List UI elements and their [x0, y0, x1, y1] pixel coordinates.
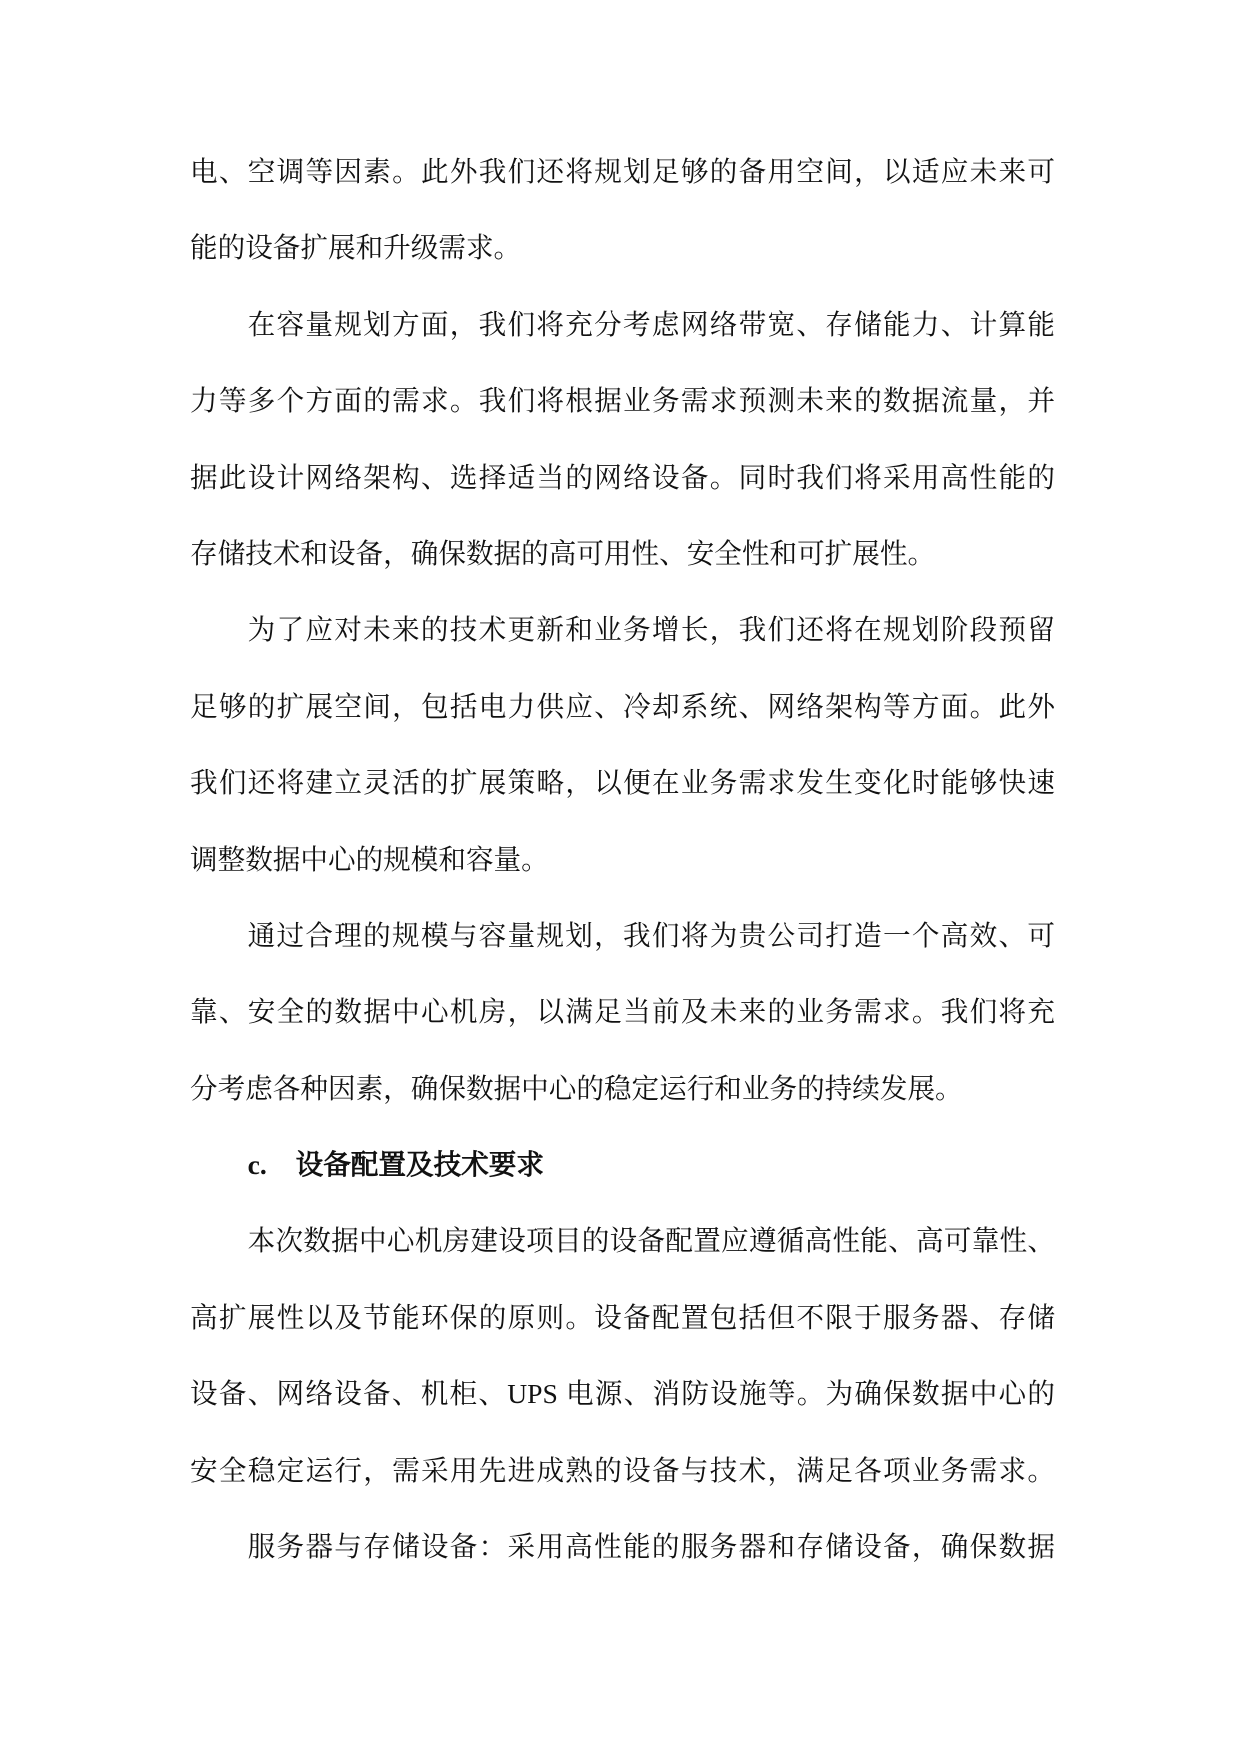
text-line: 服务器与存储设备：采用高性能的服务器和存储设备，确保数据 [247, 1531, 1055, 1563]
paragraph [190, 287, 1055, 593]
section-marker: c. [247, 1149, 267, 1181]
text-line: 高扩展性以及节能环保的原则。设备配置包括但不限于服务器、存储 [190, 1301, 1055, 1333]
text-line: 在容量规划方面，我们将充分考虑网络带宽、存储能力、计算能 [247, 308, 1055, 340]
section-title: 设备配置及技术要求 [295, 1149, 544, 1181]
page-body [190, 134, 1055, 1585]
text-line: 设备、网络设备、机柜、UPS 电源、消防设施等。为确保数据中心的 [190, 1378, 1055, 1410]
text-line: 通过合理的规模与容量规划，我们将为贵公司打造一个高效、可 [247, 919, 1055, 951]
text-line: 分考虑各种因素，确保数据中心的稳定运行和业务的持续发展。 [190, 1072, 963, 1104]
paragraph [190, 898, 1055, 1127]
text-line: 据此设计网络架构、选择适当的网络设备。同时我们将采用高性能的 [190, 461, 1055, 493]
text-line: 本次数据中心机房建设项目的设备配置应遵循高性能、高可靠性、 [247, 1225, 1055, 1257]
text-line: 足够的扩展空间，包括电力供应、冷却系统、网络架构等方面。此外 [190, 690, 1055, 722]
text-line: 安全稳定运行，需采用先进成熟的设备与技术，满足各项业务需求。 [190, 1454, 1055, 1486]
text-line: 力等多个方面的需求。我们将根据业务需求预测未来的数据流量，并 [190, 385, 1055, 417]
text-line: 能的设备扩展和升级需求。 [190, 232, 522, 264]
paragraph [190, 592, 1055, 898]
section-heading [190, 1127, 1055, 1203]
text-line: 电、空调等因素。此外我们还将规划足够的备用空间，以适应未来可 [190, 156, 1055, 187]
paragraph [190, 1509, 1055, 1585]
paragraph [190, 1203, 1055, 1509]
text-line: 靠、安全的数据中心机房，以满足当前及未来的业务需求。我们将充 [190, 996, 1055, 1028]
text-line: 为了应对未来的技术更新和业务增长，我们还将在规划阶段预留 [247, 614, 1055, 646]
text-line: 存储技术和设备，确保数据的高可用性、安全性和可扩展性。 [190, 537, 936, 569]
text-line: 调整数据中心的规模和容量。 [190, 843, 549, 875]
text-line: 我们还将建立灵活的扩展策略，以便在业务需求发生变化时能够快速 [190, 767, 1055, 799]
paragraph [190, 134, 1055, 287]
